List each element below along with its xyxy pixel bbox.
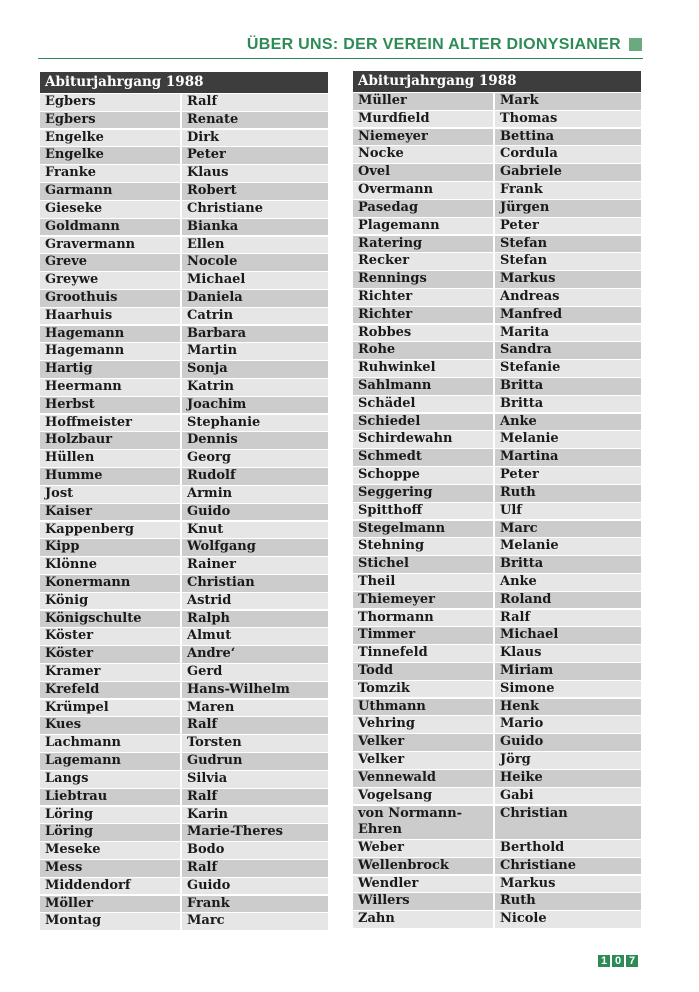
surname-cell: Wendler xyxy=(353,876,493,893)
table-row xyxy=(40,219,328,236)
header-rule xyxy=(38,58,643,59)
surname-cell: Middendorf xyxy=(40,878,180,895)
firstname-cell: Markus xyxy=(495,876,641,893)
firstname-cell: Christiane xyxy=(495,858,641,875)
table-row xyxy=(40,147,328,164)
firstname-cell: Dennis xyxy=(182,432,328,449)
surname-cell: Stegelmann xyxy=(353,521,493,538)
table-row xyxy=(40,130,328,147)
firstname-cell: Simone xyxy=(495,681,641,698)
firstname-cell: Gerd xyxy=(182,664,328,681)
firstname-cell: Roland xyxy=(495,592,641,609)
surname-cell: Recker xyxy=(353,253,493,270)
surname-cell: Sahlmann xyxy=(353,378,493,395)
surname-cell: Richter xyxy=(353,289,493,306)
left-name-table xyxy=(40,72,328,931)
table-row xyxy=(40,860,328,877)
surname-cell: Jost xyxy=(40,486,180,503)
firstname-cell: Ruth xyxy=(495,485,641,502)
firstname-cell: Britta xyxy=(495,556,641,573)
surname-cell: Hüllen xyxy=(40,450,180,467)
table-row xyxy=(353,716,641,733)
firstname-cell: Manfred xyxy=(495,307,641,324)
table-row xyxy=(353,734,641,751)
table-row xyxy=(353,414,641,431)
surname-cell: Kues xyxy=(40,717,180,734)
table-row xyxy=(353,840,641,857)
firstname-cell: Marc xyxy=(182,913,328,930)
firstname-cell: Henk xyxy=(495,699,641,716)
surname-cell: Ratering xyxy=(353,236,493,253)
table-row xyxy=(40,290,328,307)
surname-cell: Ruhwinkel xyxy=(353,360,493,377)
firstname-cell: Thomas xyxy=(495,111,641,128)
surname-cell: Spitthoff xyxy=(353,503,493,520)
table-row xyxy=(353,627,641,644)
firstname-cell: Melanie xyxy=(495,431,641,448)
surname-cell: Pasedag xyxy=(353,200,493,217)
surname-cell: Willers xyxy=(353,893,493,910)
firstname-cell: Klaus xyxy=(495,645,641,662)
table-row xyxy=(353,574,641,591)
firstname-cell: Anke xyxy=(495,414,641,431)
surname-cell: Konermann xyxy=(40,575,180,592)
surname-cell: Zahn xyxy=(353,911,493,928)
table-row xyxy=(353,752,641,769)
surname-cell: Weber xyxy=(353,840,493,857)
table-row xyxy=(353,271,641,288)
table-row xyxy=(353,556,641,573)
surname-cell: Kappenberg xyxy=(40,522,180,539)
firstname-cell: Marita xyxy=(495,325,641,342)
surname-cell: Greywe xyxy=(40,272,180,289)
table-row xyxy=(353,503,641,520)
table-row xyxy=(40,504,328,521)
table-row xyxy=(40,450,328,467)
surname-cell: Vogelsang xyxy=(353,788,493,805)
firstname-cell: Bodo xyxy=(182,842,328,859)
firstname-cell: Britta xyxy=(495,396,641,413)
surname-cell: Timmer xyxy=(353,627,493,644)
table-row xyxy=(353,876,641,893)
table-row xyxy=(353,218,641,235)
right-table-title: Abiturjahrgang 1988 xyxy=(353,71,641,92)
surname-cell: Liebtrau xyxy=(40,789,180,806)
firstname-cell: Katrin xyxy=(182,379,328,396)
table-row xyxy=(353,538,641,555)
firstname-cell: Ralf xyxy=(182,860,328,877)
surname-cell: Groothuis xyxy=(40,290,180,307)
surname-cell: Richter xyxy=(353,307,493,324)
firstname-cell: Stephanie xyxy=(182,415,328,432)
firstname-cell: Dirk xyxy=(182,130,328,147)
surname-cell: Montag xyxy=(40,913,180,930)
surname-cell: Niemeyer xyxy=(353,129,493,146)
table-row xyxy=(353,806,641,839)
table-row xyxy=(40,112,328,129)
surname-cell: Tinnefeld xyxy=(353,645,493,662)
surname-cell: Gravermann xyxy=(40,237,180,254)
surname-cell: Kipp xyxy=(40,539,180,556)
left-table-title: Abiturjahrgang 1988 xyxy=(40,72,328,93)
table-row xyxy=(40,201,328,218)
surname-cell: Stehning xyxy=(353,538,493,555)
surname-cell: Theil xyxy=(353,574,493,591)
right-table-rows xyxy=(353,93,641,928)
surname-cell: Uthmann xyxy=(353,699,493,716)
surname-cell: Langs xyxy=(40,771,180,788)
header-square-icon xyxy=(629,38,642,51)
firstname-cell: Bianka xyxy=(182,219,328,236)
surname-cell: Schoppe xyxy=(353,467,493,484)
firstname-cell: Ralf xyxy=(182,789,328,806)
page-digit: 0 xyxy=(612,955,624,967)
table-row xyxy=(353,396,641,413)
surname-cell: Seggering xyxy=(353,485,493,502)
firstname-cell: Armin xyxy=(182,486,328,503)
table-row xyxy=(40,735,328,752)
table-row xyxy=(353,360,641,377)
table-row xyxy=(353,485,641,502)
surname-cell: Greve xyxy=(40,254,180,271)
surname-cell: Murdfield xyxy=(353,111,493,128)
table-row xyxy=(40,432,328,449)
firstname-cell: Martina xyxy=(495,449,641,466)
firstname-cell: Gabriele xyxy=(495,164,641,181)
firstname-cell: Frank xyxy=(495,182,641,199)
table-row xyxy=(40,468,328,485)
firstname-cell: Joachim xyxy=(182,397,328,414)
surname-cell: Gieseke xyxy=(40,201,180,218)
surname-cell: Müller xyxy=(353,93,493,110)
table-row xyxy=(40,913,328,930)
firstname-cell: Bettina xyxy=(495,129,641,146)
surname-cell: Todd xyxy=(353,663,493,680)
table-row xyxy=(353,893,641,910)
firstname-cell: Christian xyxy=(182,575,328,592)
table-row xyxy=(353,911,641,928)
table-row xyxy=(40,94,328,111)
table-row xyxy=(40,486,328,503)
surname-cell: Goldmann xyxy=(40,219,180,236)
surname-cell: Egbers xyxy=(40,94,180,111)
firstname-cell: Wolfgang xyxy=(182,539,328,556)
firstname-cell: Andre‘ xyxy=(182,646,328,663)
surname-cell: Löring xyxy=(40,807,180,824)
table-row xyxy=(353,681,641,698)
surname-cell: Vennewald xyxy=(353,770,493,787)
surname-cell: Thormann xyxy=(353,610,493,627)
table-row xyxy=(353,129,641,146)
page-number xyxy=(598,955,638,967)
firstname-cell: Guido xyxy=(182,878,328,895)
firstname-cell: Gabi xyxy=(495,788,641,805)
page-digit: 7 xyxy=(626,955,638,967)
table-row xyxy=(40,183,328,200)
left-table-rows xyxy=(40,94,328,930)
surname-cell: Krümpel xyxy=(40,700,180,717)
table-row xyxy=(40,628,328,645)
table-row xyxy=(40,397,328,414)
firstname-cell: Karin xyxy=(182,807,328,824)
firstname-cell: Miriam xyxy=(495,663,641,680)
right-name-table xyxy=(353,71,641,929)
table-row xyxy=(40,308,328,325)
surname-cell: Schiedel xyxy=(353,414,493,431)
firstname-cell: Peter xyxy=(495,218,641,235)
table-row xyxy=(353,378,641,395)
table-row xyxy=(40,415,328,432)
surname-cell: Velker xyxy=(353,752,493,769)
firstname-cell: Melanie xyxy=(495,538,641,555)
table-row xyxy=(353,645,641,662)
firstname-cell: Stefan xyxy=(495,253,641,270)
surname-cell: Tomzik xyxy=(353,681,493,698)
table-row xyxy=(40,878,328,895)
table-row xyxy=(353,253,641,270)
surname-cell: Mess xyxy=(40,860,180,877)
firstname-cell: Guido xyxy=(182,504,328,521)
table-row xyxy=(353,111,641,128)
surname-cell: Herbst xyxy=(40,397,180,414)
table-row xyxy=(353,342,641,359)
firstname-cell: Gudrun xyxy=(182,753,328,770)
table-row xyxy=(353,521,641,538)
surname-cell: Löring xyxy=(40,824,180,841)
surname-cell: Schädel xyxy=(353,396,493,413)
firstname-cell: Andreas xyxy=(495,289,641,306)
table-row xyxy=(353,307,641,324)
table-row xyxy=(40,611,328,628)
table-row xyxy=(40,771,328,788)
surname-cell: Heermann xyxy=(40,379,180,396)
table-row xyxy=(353,289,641,306)
firstname-cell: Maren xyxy=(182,700,328,717)
surname-cell: König xyxy=(40,593,180,610)
table-row xyxy=(40,539,328,556)
surname-cell: Holzbaur xyxy=(40,432,180,449)
firstname-cell: Britta xyxy=(495,378,641,395)
table-row xyxy=(40,700,328,717)
surname-cell: Stichel xyxy=(353,556,493,573)
firstname-cell: Marc xyxy=(495,521,641,538)
firstname-cell: Silvia xyxy=(182,771,328,788)
table-row xyxy=(40,682,328,699)
surname-cell: Franke xyxy=(40,165,180,182)
firstname-cell: Christiane xyxy=(182,201,328,218)
surname-cell: Engelke xyxy=(40,130,180,147)
surname-cell: Ovel xyxy=(353,164,493,181)
firstname-cell: Frank xyxy=(182,896,328,913)
surname-cell: Lachmann xyxy=(40,735,180,752)
surname-cell: Humme xyxy=(40,468,180,485)
firstname-cell: Ulf xyxy=(495,503,641,520)
firstname-cell: Ellen xyxy=(182,237,328,254)
surname-cell: Krefeld xyxy=(40,682,180,699)
firstname-cell: Guido xyxy=(495,734,641,751)
table-row xyxy=(40,575,328,592)
page-header-title: ÜBER UNS: DER VEREIN ALTER DIONYSIANER xyxy=(246,36,621,53)
surname-cell: Velker xyxy=(353,734,493,751)
firstname-cell: Nocole xyxy=(182,254,328,271)
table-row xyxy=(40,842,328,859)
firstname-cell: Peter xyxy=(495,467,641,484)
firstname-cell: Ruth xyxy=(495,893,641,910)
firstname-cell: Georg xyxy=(182,450,328,467)
surname-cell: Kramer xyxy=(40,664,180,681)
table-row xyxy=(353,200,641,217)
page-digit: 1 xyxy=(598,955,610,967)
table-row xyxy=(353,431,641,448)
firstname-cell: Peter xyxy=(182,147,328,164)
firstname-cell: Berthold xyxy=(495,840,641,857)
surname-cell: Egbers xyxy=(40,112,180,129)
table-row xyxy=(40,326,328,343)
table-row xyxy=(353,699,641,716)
table-row xyxy=(353,325,641,342)
firstname-cell: Martin xyxy=(182,343,328,360)
firstname-cell: Knut xyxy=(182,522,328,539)
firstname-cell: Michael xyxy=(182,272,328,289)
firstname-cell: Ralf xyxy=(182,94,328,111)
table-row xyxy=(353,449,641,466)
table-row xyxy=(353,663,641,680)
table-row xyxy=(353,858,641,875)
table-row xyxy=(353,610,641,627)
firstname-cell: Rudolf xyxy=(182,468,328,485)
firstname-cell: Stefan xyxy=(495,236,641,253)
table-row xyxy=(40,717,328,734)
surname-cell: Garmann xyxy=(40,183,180,200)
firstname-cell: Astrid xyxy=(182,593,328,610)
surname-cell: Königschulte xyxy=(40,611,180,628)
table-row xyxy=(40,646,328,663)
surname-cell: Meseke xyxy=(40,842,180,859)
table-row xyxy=(40,361,328,378)
surname-cell: von Normann-Ehren xyxy=(353,806,493,839)
firstname-cell: Mario xyxy=(495,716,641,733)
firstname-cell: Ralf xyxy=(495,610,641,627)
table-row xyxy=(40,522,328,539)
firstname-cell: Jörg xyxy=(495,752,641,769)
firstname-cell: Klaus xyxy=(182,165,328,182)
firstname-cell: Torsten xyxy=(182,735,328,752)
surname-cell: Klönne xyxy=(40,557,180,574)
table-row xyxy=(353,592,641,609)
table-row xyxy=(353,467,641,484)
table-row xyxy=(40,593,328,610)
firstname-cell: Daniela xyxy=(182,290,328,307)
table-row xyxy=(40,807,328,824)
firstname-cell: Renate xyxy=(182,112,328,129)
surname-cell: Robbes xyxy=(353,325,493,342)
surname-cell: Rennings xyxy=(353,271,493,288)
firstname-cell: Ralf xyxy=(182,717,328,734)
firstname-cell: Mark xyxy=(495,93,641,110)
surname-cell: Engelke xyxy=(40,147,180,164)
surname-cell: Köster xyxy=(40,646,180,663)
firstname-cell: Hans-Wilhelm xyxy=(182,682,328,699)
firstname-cell: Jürgen xyxy=(495,200,641,217)
firstname-cell: Markus xyxy=(495,271,641,288)
table-row xyxy=(353,182,641,199)
surname-cell: Plagemann xyxy=(353,218,493,235)
table-row xyxy=(40,379,328,396)
surname-cell: Hoffmeister xyxy=(40,415,180,432)
table-row xyxy=(40,343,328,360)
firstname-cell: Marie-Theres xyxy=(182,824,328,841)
firstname-cell: Sandra xyxy=(495,342,641,359)
table-row xyxy=(40,254,328,271)
firstname-cell: Ralph xyxy=(182,611,328,628)
firstname-cell: Heike xyxy=(495,770,641,787)
surname-cell: Haarhuis xyxy=(40,308,180,325)
surname-cell: Vehring xyxy=(353,716,493,733)
firstname-cell: Sonja xyxy=(182,361,328,378)
table-row xyxy=(353,93,641,110)
firstname-cell: Almut xyxy=(182,628,328,645)
table-row xyxy=(40,664,328,681)
table-row xyxy=(40,824,328,841)
table-row xyxy=(353,770,641,787)
table-row xyxy=(40,272,328,289)
surname-cell: Hagemann xyxy=(40,326,180,343)
surname-cell: Nocke xyxy=(353,146,493,163)
table-row xyxy=(353,146,641,163)
table-row xyxy=(40,557,328,574)
surname-cell: Hagemann xyxy=(40,343,180,360)
table-row xyxy=(353,164,641,181)
table-row xyxy=(40,237,328,254)
surname-cell: Köster xyxy=(40,628,180,645)
table-row xyxy=(40,789,328,806)
table-row xyxy=(40,165,328,182)
firstname-cell: Barbara xyxy=(182,326,328,343)
surname-cell: Hartig xyxy=(40,361,180,378)
table-row xyxy=(40,753,328,770)
firstname-cell: Catrin xyxy=(182,308,328,325)
surname-cell: Thiemeyer xyxy=(353,592,493,609)
surname-cell: Overmann xyxy=(353,182,493,199)
firstname-cell: Robert xyxy=(182,183,328,200)
table-row xyxy=(40,896,328,913)
surname-cell: Schmedt xyxy=(353,449,493,466)
firstname-cell: Nicole xyxy=(495,911,641,928)
surname-cell: Schirdewahn xyxy=(353,431,493,448)
surname-cell: Lagemann xyxy=(40,753,180,770)
table-row xyxy=(353,236,641,253)
firstname-cell: Michael xyxy=(495,627,641,644)
surname-cell: Möller xyxy=(40,896,180,913)
surname-cell: Rohe xyxy=(353,342,493,359)
firstname-cell: Stefanie xyxy=(495,360,641,377)
table-row xyxy=(353,788,641,805)
firstname-cell: Rainer xyxy=(182,557,328,574)
surname-cell: Wellenbrock xyxy=(353,858,493,875)
surname-cell: Kaiser xyxy=(40,504,180,521)
firstname-cell: Cordula xyxy=(495,146,641,163)
firstname-cell: Anke xyxy=(495,574,641,591)
firstname-cell: Christian xyxy=(495,806,641,839)
